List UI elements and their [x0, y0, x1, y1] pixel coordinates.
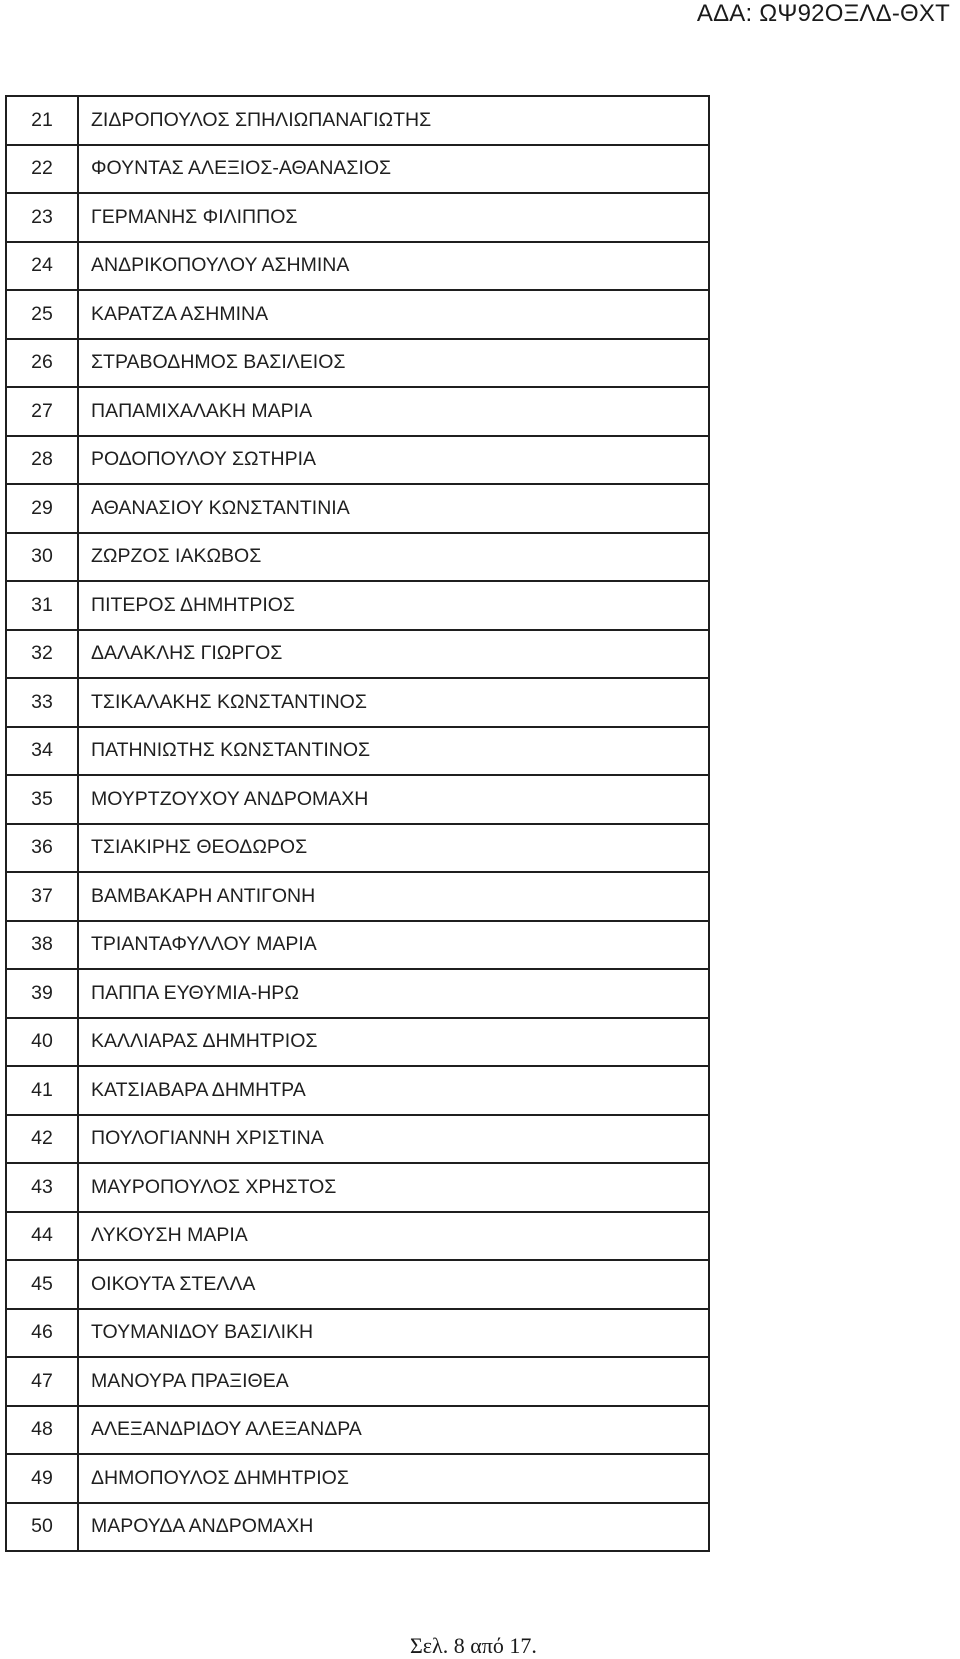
- row-name: ΤΣΙΚΑΛΑΚΗΣ ΚΩΝΣΤΑΝΤΙΝΟΣ: [78, 678, 709, 727]
- row-name: ΠΟΥΛΟΓΙΑΝΝΗ ΧΡΙΣΤΙΝΑ: [78, 1115, 709, 1164]
- table-row: [6, 1212, 709, 1261]
- row-name: ΡΟΔΟΠΟΥΛΟΥ ΣΩΤΗΡΙΑ: [78, 436, 709, 485]
- table-row: [6, 1454, 709, 1503]
- table-row: [6, 678, 709, 727]
- row-name: ΑΘΑΝΑΣΙΟΥ ΚΩΝΣΤΑΝΤΙΝΙΑ: [78, 484, 709, 533]
- row-number: 35: [6, 775, 78, 824]
- table-row: [6, 436, 709, 485]
- row-name: ΓΕΡΜΑΝΗΣ ΦΙΛΙΠΠΟΣ: [78, 193, 709, 242]
- roster-body: [6, 96, 709, 1551]
- row-number: 41: [6, 1066, 78, 1115]
- row-number: 30: [6, 533, 78, 582]
- table-row: [6, 1260, 709, 1309]
- row-name: ΠΙΤΕΡΟΣ ΔΗΜΗΤΡΙΟΣ: [78, 581, 709, 630]
- row-number: 47: [6, 1357, 78, 1406]
- row-name: ΑΝΔΡΙΚΟΠΟΥΛΟΥ ΑΣΗΜΙΝΑ: [78, 242, 709, 291]
- row-name: ΔΑΛΑΚΛΗΣ ΓΙΩΡΓΟΣ: [78, 630, 709, 679]
- table-row: [6, 533, 709, 582]
- row-name: ΜΟΥΡΤΖΟΥΧΟΥ ΑΝΔΡΟΜΑΧΗ: [78, 775, 709, 824]
- table-row: [6, 1309, 709, 1358]
- table-row: [6, 581, 709, 630]
- table-row: [6, 630, 709, 679]
- row-number: 40: [6, 1018, 78, 1067]
- table-row: [6, 1018, 709, 1067]
- row-number: 31: [6, 581, 78, 630]
- table-row: [6, 1503, 709, 1552]
- row-name: ΔΗΜΟΠΟΥΛΟΣ ΔΗΜΗΤΡΙΟΣ: [78, 1454, 709, 1503]
- row-number: 46: [6, 1309, 78, 1358]
- row-number: 33: [6, 678, 78, 727]
- row-number: 27: [6, 387, 78, 436]
- row-number: 44: [6, 1212, 78, 1261]
- row-number: 42: [6, 1115, 78, 1164]
- row-name: ΠΑΠΠΑ ΕΥΘΥΜΙΑ-ΗΡΩ: [78, 969, 709, 1018]
- table-row: [6, 242, 709, 291]
- row-number: 21: [6, 96, 78, 145]
- table-row: [6, 872, 709, 921]
- table-row: [6, 824, 709, 873]
- row-name: ΚΑΡΑΤΖΑ ΑΣΗΜΙΝΑ: [78, 290, 709, 339]
- row-name: ΖΙΔΡΟΠΟΥΛΟΣ ΣΠΗΛΙΩΠΑΝΑΓΙΩΤΗΣ: [78, 96, 709, 145]
- table-row: [6, 339, 709, 388]
- table-row: [6, 1115, 709, 1164]
- row-name: ΤΣΙΑΚΙΡΗΣ ΘΕΟΔΩΡΟΣ: [78, 824, 709, 873]
- table-row: [6, 1406, 709, 1455]
- row-number: 25: [6, 290, 78, 339]
- row-number: 50: [6, 1503, 78, 1552]
- row-name: ΒΑΜΒΑΚΑΡΗ ΑΝΤΙΓΟΝΗ: [78, 872, 709, 921]
- row-name: ΚΑΤΣΙΑΒΑΡΑ ΔΗΜΗΤΡΑ: [78, 1066, 709, 1115]
- row-number: 29: [6, 484, 78, 533]
- row-number: 36: [6, 824, 78, 873]
- row-number: 45: [6, 1260, 78, 1309]
- row-number: 38: [6, 921, 78, 970]
- table-row: [6, 193, 709, 242]
- table-row: [6, 727, 709, 776]
- row-name: ΦΟΥΝΤΑΣ ΑΛΕΞΙΟΣ-ΑΘΑΝΑΣΙΟΣ: [78, 145, 709, 194]
- table-row: [6, 387, 709, 436]
- row-name: ΠΑΠΑΜΙΧΑΛΑΚΗ ΜΑΡΙΑ: [78, 387, 709, 436]
- row-number: 26: [6, 339, 78, 388]
- table-row: [6, 484, 709, 533]
- row-number: 48: [6, 1406, 78, 1455]
- row-name: ΠΑΤΗΝΙΩΤΗΣ ΚΩΝΣΤΑΝΤΙΝΟΣ: [78, 727, 709, 776]
- row-number: 39: [6, 969, 78, 1018]
- table-row: [6, 1357, 709, 1406]
- document-id: ΑΔΑ: ΩΨ92ΟΞΛΔ-ΘΧΤ: [696, 0, 950, 27]
- row-number: 37: [6, 872, 78, 921]
- row-name: ΖΩΡΖΟΣ ΙΑΚΩΒΟΣ: [78, 533, 709, 582]
- row-number: 34: [6, 727, 78, 776]
- row-name: ΤΟΥΜΑΝΙΔΟΥ ΒΑΣΙΛΙΚΗ: [78, 1309, 709, 1358]
- row-number: 23: [6, 193, 78, 242]
- row-number: 24: [6, 242, 78, 291]
- row-name: ΤΡΙΑΝΤΑΦΥΛΛΟΥ ΜΑΡΙΑ: [78, 921, 709, 970]
- row-name: ΚΑΛΛΙΑΡΑΣ ΔΗΜΗΤΡΙΟΣ: [78, 1018, 709, 1067]
- table-row: [6, 969, 709, 1018]
- row-name: ΜΑΥΡΟΠΟΥΛΟΣ ΧΡΗΣΤΟΣ: [78, 1163, 709, 1212]
- table-row: [6, 921, 709, 970]
- row-name: ΟΙΚΟΥΤΑ ΣΤΕΛΛΑ: [78, 1260, 709, 1309]
- row-number: 22: [6, 145, 78, 194]
- table-row: [6, 1066, 709, 1115]
- table-row: [6, 290, 709, 339]
- row-name: ΛΥΚΟΥΣΗ ΜΑΡΙΑ: [78, 1212, 709, 1261]
- row-name: ΑΛΕΞΑΝΔΡΙΔΟΥ ΑΛΕΞΑΝΔΡΑ: [78, 1406, 709, 1455]
- row-name: ΜΑΝΟΥΡΑ ΠΡΑΞΙΘΕΑ: [78, 1357, 709, 1406]
- row-name: ΣΤΡΑΒΟΔΗΜΟΣ ΒΑΣΙΛΕΙΟΣ: [78, 339, 709, 388]
- table-row: [6, 145, 709, 194]
- roster-table: [5, 95, 710, 1552]
- row-name: ΜΑΡΟΥΔΑ ΑΝΔΡΟΜΑΧΗ: [78, 1503, 709, 1552]
- table-row: [6, 96, 709, 145]
- row-number: 32: [6, 630, 78, 679]
- table-row: [6, 1163, 709, 1212]
- row-number: 28: [6, 436, 78, 485]
- table-row: [6, 775, 709, 824]
- row-number: 49: [6, 1454, 78, 1503]
- page-number: Σελ. 8 από 17.: [410, 1633, 537, 1658]
- row-number: 43: [6, 1163, 78, 1212]
